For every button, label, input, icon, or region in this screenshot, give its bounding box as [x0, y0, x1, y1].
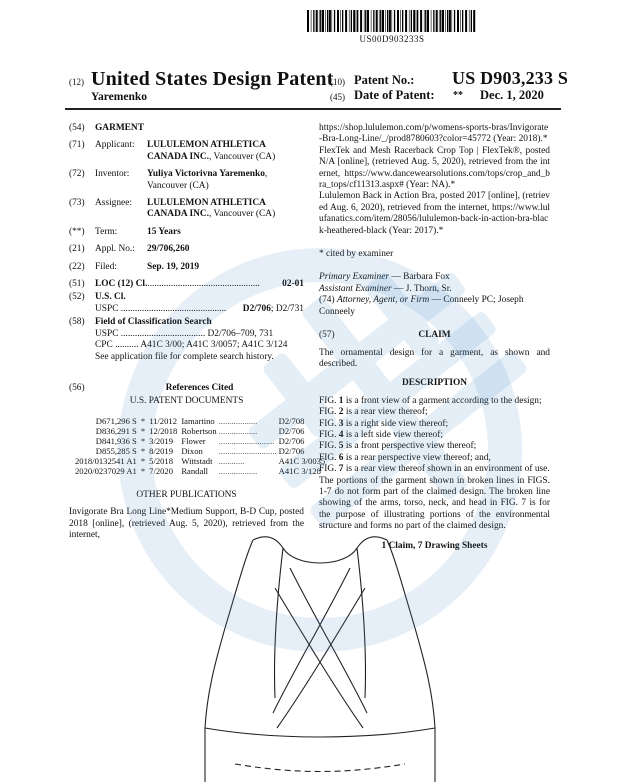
description-list [319, 396, 550, 476]
assistant-examiner-label: Assistant Examiner [319, 283, 392, 294]
reference-cell: D2/708 [278, 415, 305, 426]
field-code: (58) [69, 317, 85, 328]
reference-cell: * [140, 465, 146, 476]
description-item [319, 464, 550, 475]
uscl-value: D2/706 [242, 303, 271, 314]
garment-drawing [195, 528, 445, 782]
reference-cell: .................. [218, 425, 258, 436]
patent-number: US D903,233 S [452, 68, 569, 88]
reference-cell: D836,291 S [95, 425, 137, 436]
barcode-bar [337, 10, 339, 32]
loc-dots: ................................................ [147, 279, 260, 290]
other-publications-title: OTHER PUBLICATIONS [136, 489, 237, 500]
reference-row [73, 426, 327, 436]
fig-prefix: FIG. [319, 418, 339, 429]
code-12: (12) [69, 77, 84, 87]
assistant-examiner-name: — J. Thorn, Sr. [391, 283, 452, 294]
applicant-name: LULULEMON ATHLETICA CANADA INC. [147, 140, 266, 162]
barcode-bar [319, 10, 320, 32]
term-label: Term: [95, 226, 118, 237]
reference-cell: Randall [181, 465, 209, 476]
inventor-short-name: Yaremenko [91, 91, 148, 103]
reference-cell: Dixon [181, 445, 203, 456]
field-label: Field of Classification Search [95, 317, 212, 328]
barcode-bar [440, 10, 441, 32]
reference-cell: 2020/0237029 A1 [75, 465, 137, 476]
reference-cell: * [140, 435, 146, 446]
barcode-bar [364, 10, 365, 32]
description-item [319, 407, 550, 418]
reference-cell: 7/2020 [149, 465, 174, 476]
fig-caption: is a rear perspective view thereof; and, [343, 452, 491, 463]
barcode-bar [402, 10, 403, 32]
filed-value: Sep. 19, 2019 [147, 261, 200, 272]
reference-cell: Iamartino [181, 415, 215, 426]
barcode-bar [353, 10, 355, 32]
barcode-bar [405, 10, 407, 32]
uscl-label: U.S. Cl. [95, 292, 126, 303]
title-value: GARMENT [95, 123, 144, 133]
reference-cell: .................. [218, 465, 258, 476]
references-table [73, 416, 327, 476]
barcode-bar [307, 10, 309, 32]
uscl-code: (52) [69, 292, 85, 303]
garment-left-inner-strap [274, 548, 283, 698]
garment-neckline [253, 537, 387, 563]
fig-number: 2 [338, 407, 344, 418]
description-item [319, 419, 550, 430]
appl-field [69, 244, 304, 255]
barcode-bar [376, 10, 378, 32]
reference-cell: ........................... [218, 445, 277, 456]
fig-caption: is a left side view thereof; [343, 429, 443, 440]
other-publication-1: Invigorate Bra Long Line*Medium Support, B-D Cup, posted 2018 [online], (retrieved Aug. 5, 2020), retrieved from the internet, [69, 507, 304, 540]
barcode-bar [316, 10, 318, 32]
reference-cell: 5/2018 [149, 455, 174, 466]
barcode-bar [417, 10, 418, 32]
reference-cell: .................. [218, 415, 258, 426]
barcode-bar [462, 10, 463, 32]
reference-cell: 12/2018 [149, 425, 178, 436]
appl-value: 29/706,260 [147, 244, 190, 255]
uscl-line: USPC ............................................. [95, 303, 227, 314]
claim-title: CLAIM [418, 330, 451, 341]
assignee-name: LULULEMON ATHLETICA CANADA INC. [147, 198, 266, 220]
barcode-bar [349, 10, 350, 32]
reference-row [73, 436, 327, 446]
claim-code: (57) [319, 330, 335, 341]
inventor-name: Yuliya Victorivna Yaremenko [147, 169, 265, 180]
barcode-bar [329, 10, 331, 32]
description-item [319, 396, 550, 407]
fig-prefix: FIG. [319, 395, 339, 406]
barcode-bar [411, 10, 412, 32]
reference-row [73, 416, 327, 426]
barcode-bar [452, 10, 453, 32]
barcode-bar [394, 10, 395, 32]
title-field [69, 123, 304, 134]
filed-code: (22) [69, 261, 85, 272]
reference-row [73, 446, 327, 456]
uscl-field [69, 292, 304, 315]
assignee-code: (73) [69, 198, 85, 209]
applicant-label: Applicant: [95, 140, 135, 151]
fig-number: 5 [338, 441, 344, 452]
fig-number: 4 [338, 429, 344, 440]
right-column [319, 123, 550, 552]
barcode-bar [325, 10, 326, 32]
term-field [69, 227, 304, 238]
barcode-bar [449, 10, 451, 32]
barcode-bar [327, 10, 328, 32]
barcode-bar [473, 10, 475, 32]
reference-cell: 8/2019 [149, 445, 174, 456]
reference-row [73, 466, 327, 476]
attorney [319, 295, 550, 318]
fig-prefix: FIG. [319, 407, 339, 418]
references-header [69, 383, 304, 394]
loc-label: LOC (12) Cl. [95, 279, 148, 290]
left-column [69, 123, 326, 541]
barcode-bar [311, 10, 312, 32]
date-mark: ** [453, 90, 463, 101]
refs-title: References Cited [165, 382, 234, 393]
cited-by-examiner: * cited by examiner [319, 249, 394, 260]
fig-prefix: FIG. [319, 429, 339, 440]
fig-prefix: FIG. [319, 464, 339, 475]
loc-value: 02-01 [282, 279, 304, 290]
reference-cell: * [140, 415, 146, 426]
inventor-location: , Vancouver (CA) [147, 169, 268, 191]
fig-caption: is a front view of a garment according to the design; [343, 395, 542, 406]
reference-cell: D2/706 [278, 425, 305, 436]
date-label: Date of Patent: [354, 88, 435, 102]
barcode-bar [332, 10, 333, 32]
assistant-examiner [319, 284, 550, 295]
description-title-text: DESCRIPTION [401, 378, 468, 389]
patent-no-label: Patent No.: [354, 73, 415, 87]
filed-field [69, 262, 304, 273]
barcode-bar [442, 10, 444, 32]
barcode-bar [351, 10, 352, 32]
barcode-bar [373, 10, 374, 32]
barcode-bar [367, 10, 369, 32]
reference-cell: Wittstadt [181, 455, 213, 466]
garment-left-outline [205, 540, 253, 782]
title-code: (54) [69, 123, 85, 133]
reference-cell: ............ [218, 455, 245, 466]
barcode-bar [387, 10, 388, 32]
garment-cross-strap-1 [275, 588, 363, 728]
patent-type-title: United States Design Patent [91, 68, 334, 90]
inventor-field [69, 169, 304, 192]
publication-3: Lululemon Back in Action Bra, posted 2017 [online], (retrieved Aug. 6, 2020), retrieved from the internet, https://www.lulufanatics.com/item/28056/lululemon-back-in-action-bra-black-heathered-black (Year: 2017).* [319, 191, 550, 236]
reference-cell: * [140, 425, 146, 436]
barcode-bar [356, 10, 357, 32]
garment-right-outline [387, 540, 435, 782]
fig-number: 1 [338, 395, 344, 406]
fig-caption: is a rear view thereof shown in an environment of use. [343, 464, 550, 475]
reference-cell: D841,936 S [95, 435, 137, 446]
reference-cell: D855,285 S [95, 445, 137, 456]
fig-caption: is a front perspective view thereof; [343, 441, 477, 452]
barcode-bar [382, 10, 384, 32]
barcode-bar [357, 10, 358, 32]
inventor-label: Inventor: [95, 169, 130, 180]
assignee-location: , Vancouver (CA) [208, 209, 276, 220]
barcode-bar [445, 10, 446, 32]
barcode-bar [420, 10, 422, 32]
garment-right-inner-strap [357, 548, 366, 698]
reference-cell: .......................... [218, 435, 275, 446]
barcode-bar [427, 10, 429, 32]
reference-cell: 3/2019 [149, 435, 174, 446]
barcode-bar [436, 10, 438, 32]
fig-prefix: FIG. [319, 441, 339, 452]
assignee-label: Assignee: [95, 198, 132, 209]
barcode-bar [365, 10, 366, 32]
barcode-bar [457, 10, 459, 32]
barcode-bar [424, 10, 425, 32]
barcode-number: US00D903233S [359, 34, 425, 44]
reference-cell: D2/706 [278, 445, 305, 456]
refs-code: (56) [69, 382, 85, 393]
patent-date: Dec. 1, 2020 [480, 88, 544, 102]
field-line3: See application file for complete search history. [95, 351, 274, 362]
barcode-bar [340, 10, 341, 32]
garment-cross-strap-2 [277, 588, 365, 728]
filed-label: Filed: [95, 261, 117, 272]
barcode-bar [469, 10, 470, 32]
loc-field [69, 279, 304, 290]
attorney-code: (74) [319, 295, 337, 306]
primary-examiner-label: Primary Examiner [319, 272, 390, 283]
barcode-bar [433, 10, 434, 32]
loc-code: (51) [69, 279, 85, 290]
barcode-bar [380, 10, 381, 32]
barcode-bar [425, 10, 426, 32]
barcode-bar [334, 10, 335, 32]
reference-cell: A41C 3/128 [278, 465, 321, 476]
reference-cell: 2018/0132541 A1 [75, 455, 137, 466]
fig-number: 6 [338, 452, 344, 463]
description-item [319, 430, 550, 441]
appl-label: Appl. No.: [95, 244, 135, 255]
field-line2: CPC .......... A41C 3/00; A41C 3/0057; A41C 3/124 [95, 340, 288, 351]
barcode-bar [416, 10, 417, 32]
reference-cell: D671,296 S [95, 415, 137, 426]
fig-number: 7 [338, 464, 344, 475]
barcode-bar [385, 10, 386, 32]
term-code: (**) [69, 226, 85, 237]
claim-text: The ornamental design for a garment, as shown and described. [319, 347, 550, 369]
header-rule [65, 108, 561, 110]
claim-header [319, 330, 550, 341]
description-item [319, 441, 550, 452]
code-45: (45) [330, 92, 345, 102]
reference-cell: Robertson [181, 425, 217, 436]
description-title [319, 378, 550, 389]
fig-prefix: FIG. [319, 452, 339, 463]
barcode-bar [454, 10, 455, 32]
primary-examiner-name: — Barbara Fox [389, 272, 450, 283]
applicant-location: , Vancouver (CA) [208, 151, 276, 162]
barcode-bar [413, 10, 415, 32]
garment-underband-top [205, 728, 435, 737]
primary-examiner [319, 272, 550, 283]
fig-caption: is a right side view thereof; [343, 418, 449, 429]
attorney-label: Attorney, Agent, or Firm [336, 295, 430, 306]
barcode-bar [389, 10, 391, 32]
barcode-bar [313, 10, 314, 32]
reference-cell: Flower [181, 435, 206, 446]
claims-sheets-text: 1 Claim, 7 Drawing Sheets [381, 540, 488, 551]
barcode-bar [345, 10, 347, 32]
barcode-bar [342, 10, 343, 32]
inventor-code: (72) [69, 169, 85, 180]
garment-broken-line [235, 764, 405, 772]
barcode-bar [371, 10, 372, 32]
barcode-bar [392, 10, 393, 32]
barcode-bar [409, 10, 410, 32]
barcode-bar [447, 10, 448, 32]
reference-cell: A41C 3/0035 [278, 455, 326, 466]
description-paragraph: The portions of the garment shown in broken lines in FIGS. 1-7 do not form part of the claimed design. The broken line showing of the arms, torso, neck, and head in FIG. 7 is for the purpose of illustrating portions of the environmental structure and forms no part of the claimed design. [319, 475, 550, 532]
barcode-bar [400, 10, 401, 32]
publication-2: FlexTek and Mesh Racerback Crop Top | FlexTek®, posted N/A [online], (retrieved Aug. 5, 2020), retrieved from the internet, https://www.dancewearsolutions.com/tops/crop_and_bra_tops/cf11313.aspx# (Year: NA).* [319, 145, 550, 191]
applicant-field [69, 140, 304, 163]
description-item [319, 453, 550, 464]
us-patent-docs-title: U.S. PATENT DOCUMENTS [129, 396, 244, 407]
barcode-bar [471, 10, 472, 32]
fig-caption: is a rear view thereof; [343, 407, 428, 418]
uscl-value2: ; D2/731 [270, 303, 304, 314]
field-line1: USPC .................................... D2/706–709, 731 [95, 328, 274, 339]
barcode-bar [439, 10, 440, 32]
barcode-bar [320, 10, 321, 32]
barcode-image [307, 10, 477, 32]
attorney-name: — Conneely PC; Joseph Conneely [319, 295, 524, 317]
barcode-bar [322, 10, 324, 32]
reference-row [73, 456, 327, 466]
applicant-code: (71) [69, 140, 85, 151]
barcode-bar [379, 10, 380, 32]
barcode-bar [360, 10, 362, 32]
appl-code: (21) [69, 244, 85, 255]
barcode-bar [465, 10, 467, 32]
publication-1-cont: https://shop.lululemon.com/p/womens-sports-bras/Invigorate-Bra-Long-Line/_/prod8780603?color=45772 (Year: 2018).* [319, 123, 549, 145]
fig-number: 3 [338, 418, 344, 429]
code-10: (10) [330, 77, 345, 87]
reference-cell: 11/2012 [149, 415, 177, 426]
term-value: 15 Years [147, 226, 181, 237]
reference-cell: * [140, 455, 146, 466]
reference-cell: D2/706 [278, 435, 305, 446]
reference-cell: * [140, 445, 146, 456]
field-of-search [69, 317, 304, 363]
barcode-bar [460, 10, 461, 32]
barcode-bar [431, 10, 432, 32]
assignee-field [69, 198, 304, 221]
barcode-bar [397, 10, 399, 32]
